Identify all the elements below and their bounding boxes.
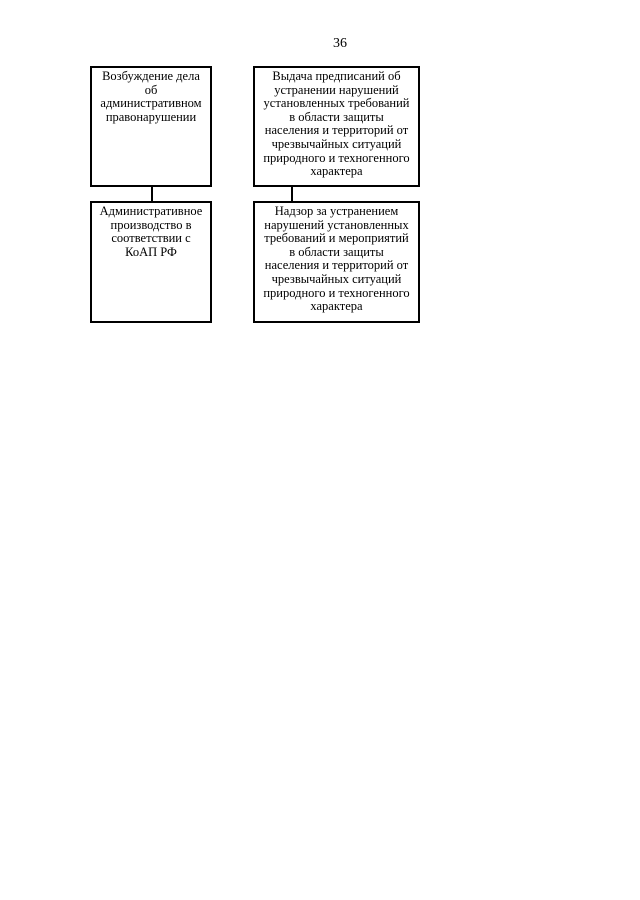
box-text-line: требований и мероприятий: [264, 231, 409, 246]
box-text-line: населения и территорий от: [264, 123, 409, 138]
box-text-line: нарушений установленных: [264, 217, 409, 232]
box-text-line: установленных требований: [263, 96, 410, 111]
box-text-line: в области защиты: [289, 244, 384, 259]
box-text-line: устранении нарушений: [274, 82, 399, 97]
connector-line-left: [151, 186, 153, 202]
box-text-line: чрезвычайных ситуаций: [271, 136, 402, 151]
box-text-line: административном: [100, 96, 202, 111]
box-administrative-proceedings: [90, 201, 212, 323]
box-text-line: Возбуждение дела: [102, 69, 200, 83]
box-text-line: в области защиты: [289, 109, 384, 124]
box-supervision: [253, 201, 420, 323]
box-text-line: Выдача предписаний об: [272, 69, 401, 83]
box-text-line: производство в: [110, 217, 192, 232]
box-text-line: характера: [310, 299, 363, 314]
box-text-line: населения и территорий от: [264, 258, 409, 273]
box-text-line: природного и техногенного: [263, 150, 410, 165]
box-text-line: правонарушении: [105, 109, 197, 124]
box-issuing-orders: [253, 66, 420, 187]
box-text-line: соответствии с: [111, 231, 191, 246]
box-text-line: чрезвычайных ситуаций: [271, 271, 402, 286]
box-case-initiation: [90, 66, 212, 187]
connector-line-right: [291, 186, 293, 202]
box-text-line: КоАП РФ: [125, 244, 177, 259]
box-text-line: Административное: [99, 204, 203, 218]
box-text-line: характера: [310, 164, 363, 179]
box-text-line: Надзор за устранением: [274, 204, 399, 218]
page-number: 36: [333, 36, 347, 51]
box-text-line: об: [144, 82, 158, 97]
box-text-line: природного и техногенного: [263, 285, 410, 300]
